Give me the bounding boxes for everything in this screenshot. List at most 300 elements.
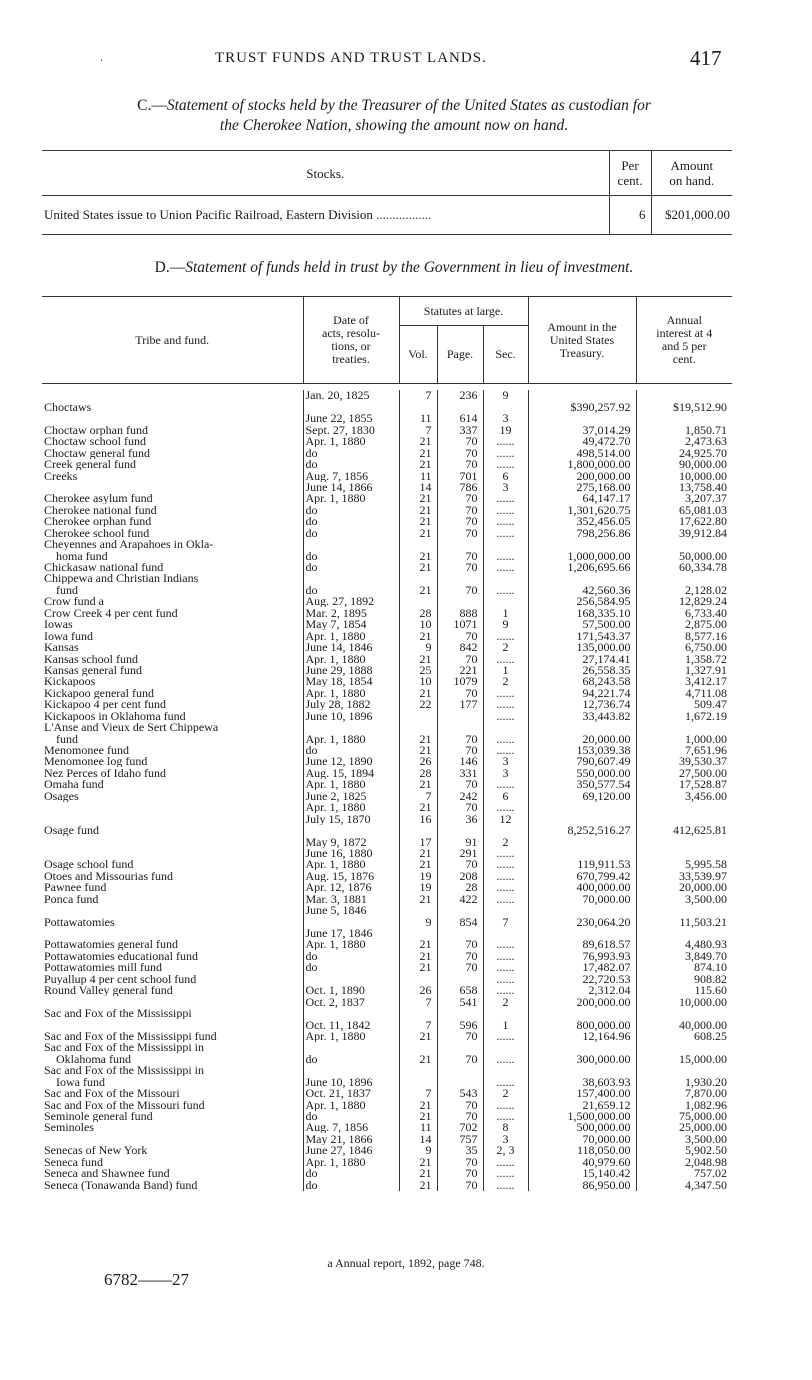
table-row	[42, 779, 732, 790]
fund-interest: 3,456.00	[685, 790, 727, 802]
fund-interest: 3,500.00	[685, 1133, 727, 1145]
table-row	[42, 836, 732, 847]
fund-vol: 11	[399, 470, 437, 481]
fund-amount: 350,577.54	[528, 779, 636, 790]
fund-page: 70	[437, 745, 483, 756]
fund-amount	[528, 813, 636, 824]
table-row	[42, 562, 732, 573]
fund-page: 701	[437, 470, 483, 481]
fund-interest	[636, 928, 732, 939]
fund-date: Aug. 15, 1894	[303, 767, 399, 778]
fund-name: Kickapoo 4 per cent fund	[42, 699, 303, 710]
fund-date	[303, 539, 399, 550]
fund-interest: 757.02	[694, 1167, 727, 1180]
table-row	[42, 470, 732, 481]
fund-date	[303, 825, 399, 836]
fund-interest: 2,875.00	[685, 618, 727, 631]
fund-interest: 6,750.00	[685, 641, 727, 654]
fund-interest: 1,082.96	[685, 1099, 727, 1111]
fund-sec: ......	[483, 733, 528, 744]
fund-date: Apr. 12, 1876	[303, 882, 399, 893]
fund-page: 658	[437, 985, 483, 996]
fund-name: Cheyennes and Arapahoes in Okla-	[42, 539, 303, 550]
fund-amount: 69,120.00	[528, 790, 636, 801]
fund-name: Otoes and Missourias fund	[42, 870, 303, 881]
fund-name	[42, 1019, 303, 1030]
fund-amount	[528, 1065, 636, 1076]
table-row	[42, 870, 732, 881]
table-row	[42, 710, 732, 721]
fund-interest: 17,528.87	[679, 778, 727, 791]
fund-vol: 9	[399, 642, 437, 653]
fund-interest	[636, 573, 732, 584]
fund-vol: 21	[399, 745, 437, 756]
table-row	[42, 1145, 732, 1156]
fund-vol	[399, 973, 437, 984]
fund-amount	[528, 722, 636, 733]
table-row	[42, 619, 732, 630]
fund-page: 70	[437, 493, 483, 504]
fund-sec: 1	[483, 607, 528, 618]
interest-header	[636, 297, 732, 384]
fund-name: Pawnee fund	[42, 882, 303, 893]
fund-sec	[483, 905, 528, 916]
fund-sec: 6	[483, 470, 528, 481]
fund-vol: 21	[399, 493, 437, 504]
fund-sec: ......	[483, 848, 528, 859]
fund-interest	[636, 836, 732, 847]
fund-page: 70	[437, 1031, 483, 1042]
fund-name: Crow Creek 4 per cent fund	[42, 607, 303, 618]
fund-interest: 2,473.63	[685, 435, 727, 448]
funds-table	[42, 296, 732, 1191]
table-row	[42, 722, 732, 733]
per-cent-header	[609, 151, 651, 196]
fund-vol: 21	[399, 779, 437, 790]
fund-page	[437, 1065, 483, 1076]
fund-name: Ponca fund	[42, 893, 303, 904]
fund-interest	[636, 1065, 732, 1076]
fund-page: 1079	[437, 676, 483, 687]
fund-sec: ......	[483, 985, 528, 996]
table-row	[42, 630, 732, 641]
fund-vol: 11	[399, 413, 437, 424]
fund-name: Pottawatomies	[42, 916, 303, 927]
fund-page: 70	[437, 1111, 483, 1122]
fund-vol: 21	[399, 653, 437, 664]
fund-vol	[399, 710, 437, 721]
stock-name: United States issue to Union Pacific Railroad, Eastern Division	[44, 207, 373, 222]
fund-vol	[399, 825, 437, 836]
fund-name: Choctaw orphan fund	[42, 424, 303, 435]
fund-interest: 509.47	[694, 698, 727, 711]
fund-date: Apr. 1, 1880	[303, 630, 399, 641]
fund-amount: 37,014.29	[528, 424, 636, 435]
table-row	[42, 1008, 732, 1019]
fund-interest	[636, 848, 732, 859]
fund-amount: 550,000.00	[528, 767, 636, 778]
fund-page: 70	[437, 550, 483, 561]
fund-interest: 8,577.16	[685, 630, 727, 642]
fund-date: Aug. 27, 1892	[303, 596, 399, 607]
fund-date: Apr. 1, 1880	[303, 939, 399, 950]
fund-page: 70	[437, 653, 483, 664]
fund-page	[437, 722, 483, 733]
fund-amount	[528, 836, 636, 847]
fund-sec	[483, 1008, 528, 1019]
fund-name: Pottawatomies general fund	[42, 939, 303, 950]
fund-date: do	[303, 562, 399, 573]
table-row	[42, 939, 732, 950]
fund-name: Sac and Fox of the Mississippi fund	[42, 1031, 303, 1042]
fund-name: Kansas general fund	[42, 665, 303, 676]
table-row	[42, 733, 732, 744]
fund-date	[303, 1008, 399, 1019]
fund-interest: 3,500.00	[685, 893, 727, 905]
table-row	[42, 390, 732, 401]
fund-vol: 7	[399, 1088, 437, 1099]
per-cent-header-line2: cent.	[617, 173, 643, 188]
fund-date: Aug. 15, 1876	[303, 870, 399, 881]
fund-interest: 20,000.00	[679, 881, 727, 894]
fund-sec: ......	[483, 882, 528, 893]
fund-date: do	[303, 527, 399, 538]
table-row	[42, 596, 732, 607]
fund-date: do	[303, 950, 399, 961]
fund-name: Menomonee log fund	[42, 756, 303, 767]
fund-interest: 2,128.02	[685, 584, 727, 596]
fund-vol	[399, 1076, 437, 1087]
fund-amount: 68,243.58	[528, 676, 636, 687]
fund-interest: 3,412.17	[685, 675, 727, 688]
fund-date: Aug. 7, 1856	[303, 1122, 399, 1133]
fund-date: June 17, 1846	[303, 928, 399, 939]
table-row	[42, 905, 732, 916]
fund-date: do	[303, 584, 399, 595]
interest-header-line1: Annual	[666, 313, 702, 327]
fund-sec: ......	[483, 745, 528, 756]
fund-amount	[528, 1008, 636, 1019]
fund-sec: ......	[483, 687, 528, 698]
fund-sec: ......	[483, 562, 528, 573]
fund-name	[42, 813, 303, 824]
fund-name: Chickasaw national fund	[42, 562, 303, 573]
fund-sec: 2	[483, 836, 528, 847]
fund-date: do	[303, 1168, 399, 1179]
fund-page: 842	[437, 642, 483, 653]
fund-page	[437, 973, 483, 984]
fund-sec: 2	[483, 642, 528, 653]
fund-vol: 25	[399, 665, 437, 676]
fund-amount	[528, 539, 636, 550]
table-row	[42, 687, 732, 698]
fund-date: June 29, 1888	[303, 665, 399, 676]
fund-amount: 86,950.00	[528, 1179, 636, 1190]
fund-page: 70	[437, 687, 483, 698]
running-title: TRUST FUNDS AND TRUST LANDS.	[215, 50, 487, 66]
date-header-line1: Date of	[333, 313, 369, 327]
fund-vol: 16	[399, 813, 437, 824]
fund-amount: 157,400.00	[528, 1088, 636, 1099]
fund-amount	[528, 802, 636, 813]
fund-date: Apr. 1, 1880	[303, 687, 399, 698]
fund-amount: 153,039.38	[528, 745, 636, 756]
fund-vol: 21	[399, 939, 437, 950]
fund-sec: ......	[483, 493, 528, 504]
table-row	[42, 882, 732, 893]
fund-interest: 7,651.96	[685, 744, 727, 756]
fund-sec: ......	[483, 459, 528, 470]
fund-name: Choctaw general fund	[42, 447, 303, 458]
fund-sec: 3	[483, 1133, 528, 1144]
fund-amount: 230,064.20	[528, 916, 636, 927]
table-row	[42, 848, 732, 859]
fund-interest: 11,503.21	[679, 916, 727, 928]
date-header-line4: treaties.	[332, 352, 370, 366]
fund-page: 70	[437, 950, 483, 961]
fund-name: Cherokee asylum fund	[42, 493, 303, 504]
running-head	[0, 46, 812, 74]
fund-name: Cherokee school fund	[42, 527, 303, 538]
fund-sec: ......	[483, 550, 528, 561]
fund-amount	[528, 905, 636, 916]
fund-interest	[636, 813, 732, 824]
fund-amount: 20,000.00	[528, 733, 636, 744]
fund-sec: 2	[483, 1088, 528, 1099]
fund-page: 70	[437, 802, 483, 813]
fund-name: Seneca and Shawnee fund	[42, 1168, 303, 1179]
fund-interest: 1,850.71	[685, 424, 727, 436]
fund-interest: 65,081.03	[679, 504, 727, 516]
fund-vol: 21	[399, 516, 437, 527]
fund-vol: 19	[399, 882, 437, 893]
fund-sec: ......	[483, 779, 528, 790]
fund-vol: 21	[399, 1053, 437, 1064]
table-row	[42, 516, 732, 527]
fund-page: 177	[437, 699, 483, 710]
header-mark: .	[100, 50, 103, 64]
fund-amount	[528, 928, 636, 939]
fund-sec	[483, 1065, 528, 1076]
fund-date	[303, 916, 399, 927]
fund-page: 543	[437, 1088, 483, 1099]
fund-vol	[399, 539, 437, 550]
fund-vol: 7	[399, 390, 437, 401]
fund-amount: 118,050.00	[528, 1145, 636, 1156]
table-row	[42, 493, 732, 504]
fund-interest: 874.10	[694, 961, 727, 974]
fund-date: June 14, 1866	[303, 482, 399, 493]
table-row	[42, 504, 732, 515]
fund-page: 757	[437, 1133, 483, 1144]
fund-amount: 70,000.00	[528, 1133, 636, 1144]
fund-name	[42, 928, 303, 939]
fund-sec: 3	[483, 482, 528, 493]
fund-interest	[636, 539, 732, 550]
table-row	[42, 459, 732, 470]
fund-vol: 14	[399, 1133, 437, 1144]
fund-date: Apr. 1, 1880	[303, 1156, 399, 1167]
fund-sec: ......	[483, 939, 528, 950]
fund-vol: 21	[399, 1111, 437, 1122]
table-row	[42, 699, 732, 710]
fund-sec: 1	[483, 1019, 528, 1030]
fund-amount: 64,147.17	[528, 493, 636, 504]
fund-page	[437, 401, 483, 412]
table-row	[42, 790, 732, 801]
fund-amount: 15,140.42	[528, 1168, 636, 1179]
fund-page: 242	[437, 790, 483, 801]
fund-amount	[528, 390, 636, 401]
fund-date: July 15, 1870	[303, 813, 399, 824]
table-row	[42, 996, 732, 1007]
fund-page	[437, 596, 483, 607]
amount-header	[651, 151, 732, 196]
tribe-header: Tribe and fund.	[42, 297, 303, 384]
fund-amount: 57,500.00	[528, 619, 636, 630]
fund-page	[437, 905, 483, 916]
table-row	[42, 401, 732, 412]
fund-page: 70	[437, 436, 483, 447]
fund-amount: 38,603.93	[528, 1076, 636, 1087]
fund-name: Menomonee fund	[42, 745, 303, 756]
table-row	[42, 1099, 732, 1110]
fund-date: Apr. 1, 1880	[303, 653, 399, 664]
fund-sec: ......	[483, 1168, 528, 1179]
fund-date: do	[303, 1179, 399, 1190]
fund-vol: 21	[399, 584, 437, 595]
fund-vol: 26	[399, 756, 437, 767]
fund-interest: 15,000.00	[679, 1053, 727, 1065]
fund-amount: 670,799.42	[528, 870, 636, 881]
fund-amount: 1,206,695.66	[528, 562, 636, 573]
fund-date: do	[303, 1053, 399, 1064]
fund-interest	[636, 802, 732, 813]
fund-name	[42, 905, 303, 916]
fund-sec: ......	[483, 630, 528, 641]
fund-vol: 21	[399, 893, 437, 904]
fund-amount	[528, 848, 636, 859]
fund-interest: 6,733.40	[685, 607, 727, 619]
fund-name: Chippewa and Christian Indians	[42, 573, 303, 584]
fund-vol: 9	[399, 916, 437, 927]
fund-sec: ......	[483, 802, 528, 813]
fund-sec: ......	[483, 1076, 528, 1087]
fund-amount: 790,607.49	[528, 756, 636, 767]
fund-vol: 7	[399, 996, 437, 1007]
fund-vol: 21	[399, 687, 437, 698]
fund-date: June 10, 1896	[303, 1076, 399, 1087]
fund-name	[42, 413, 303, 424]
fund-amount: 33,443.82	[528, 710, 636, 721]
fund-amount: 2,312.04	[528, 985, 636, 996]
fund-amount: 119,911.53	[528, 859, 636, 870]
fund-vol: 9	[399, 1145, 437, 1156]
statutes-header: Statutes at large.	[399, 297, 528, 326]
fund-page	[437, 928, 483, 939]
table-row	[42, 573, 732, 584]
fund-amount: 70,000.00	[528, 893, 636, 904]
interest-header-line4: cent.	[672, 352, 696, 366]
section-d-caption-lead: D.—	[154, 259, 186, 276]
fund-date: June 12, 1890	[303, 756, 399, 767]
fund-name	[42, 390, 303, 401]
fund-sec: ......	[483, 504, 528, 515]
fund-amount: $390,257.92	[528, 401, 636, 412]
fund-date: May 9, 1872	[303, 836, 399, 847]
fund-name	[42, 1133, 303, 1144]
fund-date: Oct. 2, 1837	[303, 996, 399, 1007]
fund-date: June 5, 1846	[303, 905, 399, 916]
fund-sec: ......	[483, 1156, 528, 1167]
fund-date: July 28, 1882	[303, 699, 399, 710]
fund-name: fund	[42, 733, 303, 744]
table-row	[42, 550, 732, 561]
fund-interest: 12,829.24	[679, 595, 727, 608]
fund-page: 614	[437, 413, 483, 424]
page-header: Page.	[437, 326, 483, 384]
section-c-caption-line1: Statement of stocks held by the Treasurer of the United States as custodian for	[166, 97, 651, 114]
fund-sec: 9	[483, 619, 528, 630]
amount-header-line1: Amount	[670, 158, 714, 173]
fund-sec: 1	[483, 665, 528, 676]
table-row	[42, 607, 732, 618]
fund-vol: 21	[399, 550, 437, 561]
table-row	[42, 1111, 732, 1122]
fund-amount: 89,618.57	[528, 939, 636, 950]
fund-amount: 22,720.53	[528, 973, 636, 984]
fund-vol: 21	[399, 1099, 437, 1110]
fund-interest: 2,048.98	[685, 1156, 727, 1168]
fund-page: 70	[437, 1168, 483, 1179]
fund-sec: 8	[483, 1122, 528, 1133]
fund-name	[42, 802, 303, 813]
fund-vol: 10	[399, 676, 437, 687]
fund-page	[437, 573, 483, 584]
table-row	[42, 928, 732, 939]
fund-sec: 19	[483, 424, 528, 435]
fund-interest: 1,000.00	[685, 733, 727, 745]
fund-date: do	[303, 504, 399, 515]
fund-name: Cherokee national fund	[42, 504, 303, 515]
fund-vol: 19	[399, 870, 437, 881]
fund-interest: 412,625.81	[673, 824, 727, 837]
fund-sec: ......	[483, 1031, 528, 1042]
fund-vol: 17	[399, 836, 437, 847]
fund-date: do	[303, 550, 399, 561]
fund-name: Sac and Fox of the Missouri fund	[42, 1099, 303, 1110]
fund-vol: 21	[399, 950, 437, 961]
fund-amount: 40,979.60	[528, 1156, 636, 1167]
fund-page: 596	[437, 1019, 483, 1030]
fund-date	[303, 1065, 399, 1076]
fund-page: 786	[437, 482, 483, 493]
fund-amount: 352,456.05	[528, 516, 636, 527]
fund-page	[437, 825, 483, 836]
fund-amount: 171,543.37	[528, 630, 636, 641]
fund-interest: 25,000.00	[679, 1122, 727, 1134]
fund-interest: 4,347.50	[685, 1179, 727, 1191]
fund-name: Senecas of New York	[42, 1145, 303, 1156]
fund-page: 70	[437, 459, 483, 470]
fund-page: 70	[437, 1099, 483, 1110]
fund-vol: 21	[399, 447, 437, 458]
fund-page: 70	[437, 859, 483, 870]
fund-sec	[483, 722, 528, 733]
fund-sec	[483, 401, 528, 412]
table-row	[42, 802, 732, 813]
fund-name: Kansas	[42, 642, 303, 653]
